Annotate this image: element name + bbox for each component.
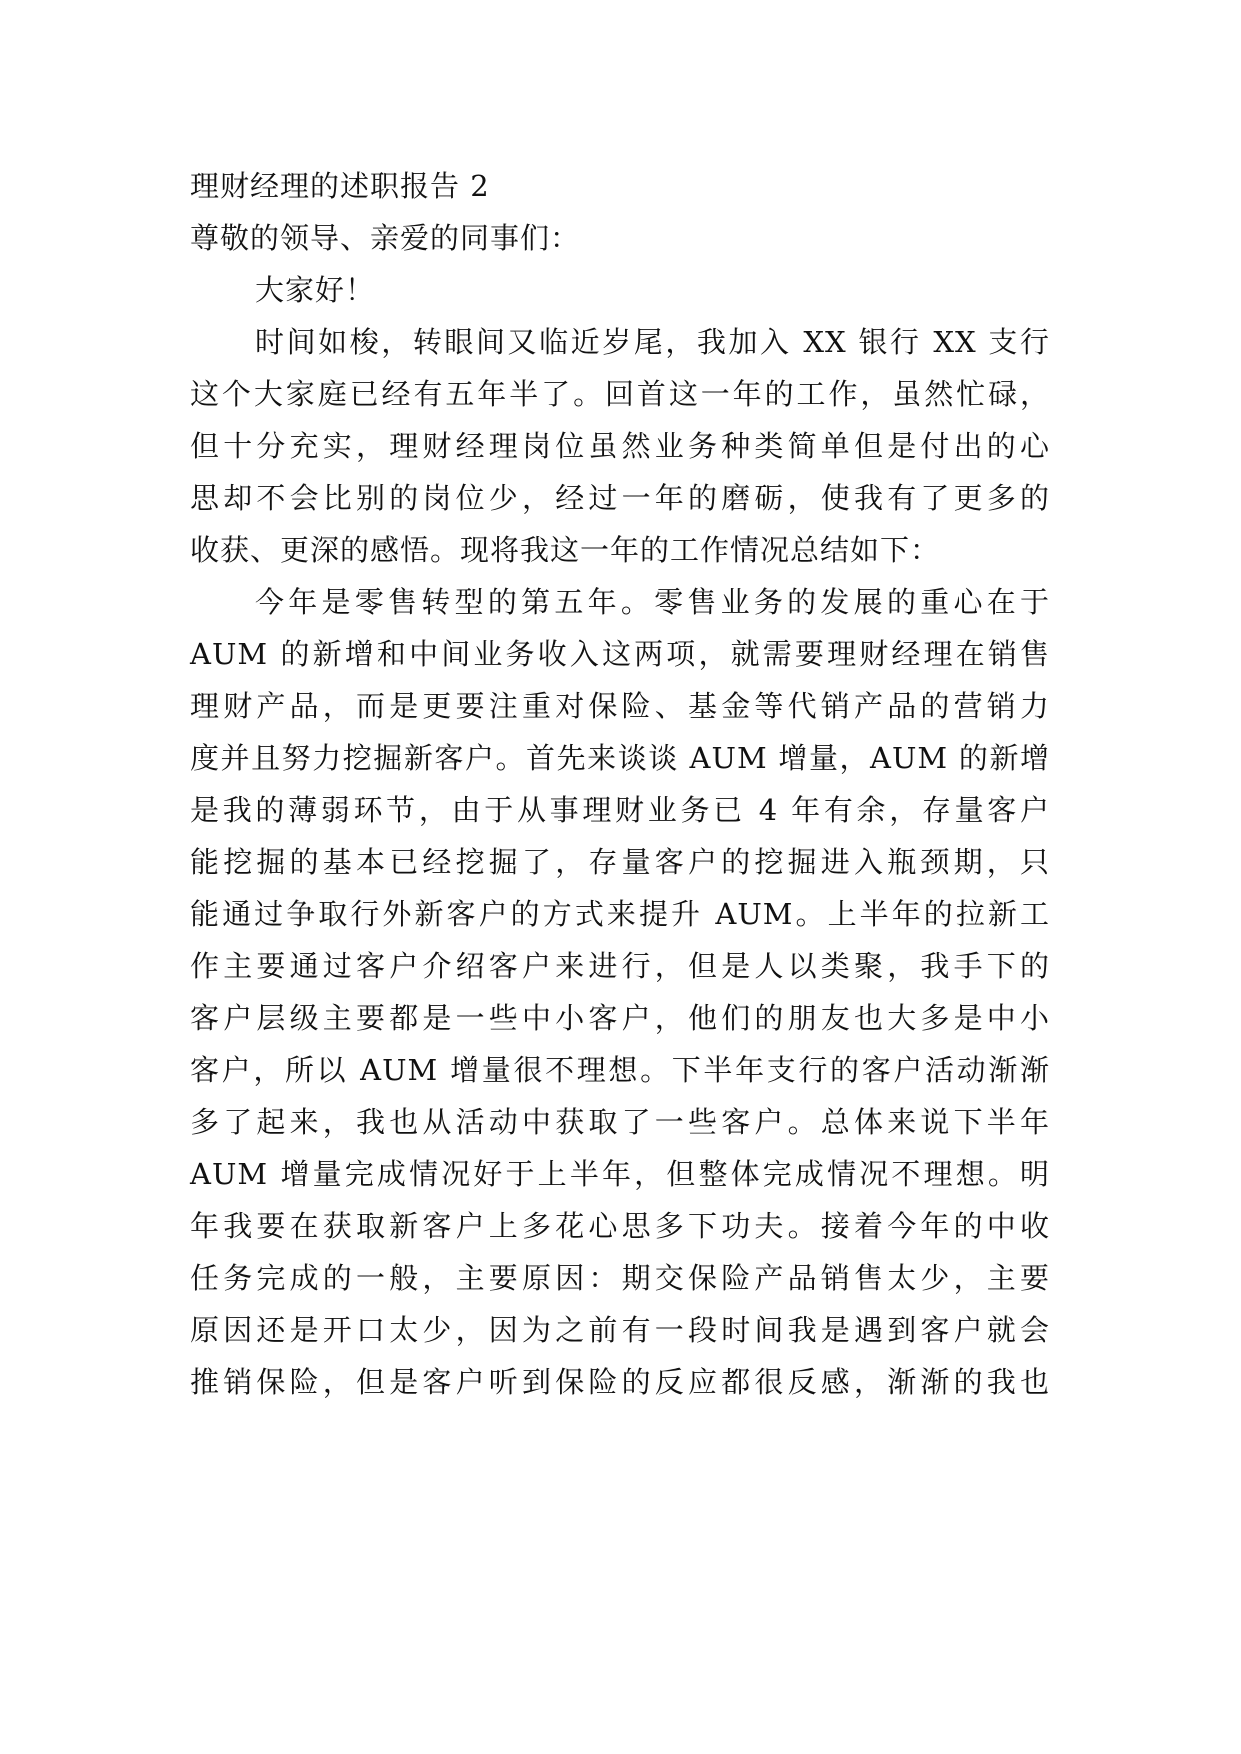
paragraph-line: 多了起来，我也从活动中获取了一些客户。总体来说下半年	[190, 1105, 1050, 1139]
document-title: 理财经理的述职报告 2	[190, 169, 490, 203]
paragraph-line: 能通过争取行外新客户的方式来提升 AUM。上半年的拉新工	[190, 897, 1050, 931]
paragraph-line: 任务完成的一般，主要原因：期交保险产品销售太少，主要	[190, 1261, 1050, 1295]
greeting: 大家好！	[255, 273, 376, 307]
paragraph-line: 今年是零售转型的第五年。零售业务的发展的重心在于	[255, 585, 1050, 619]
paragraph-line: 思却不会比别的岗位少，经过一年的磨砺，使我有了更多的	[190, 481, 1050, 515]
paragraph-line: 这个大家庭已经有五年半了。回首这一年的工作，虽然忙碌，	[190, 377, 1050, 411]
paragraph-line: 年我要在获取新客户上多花心思多下功夫。接着今年的中收	[190, 1209, 1050, 1243]
paragraph-1	[190, 316, 1050, 576]
paragraph-line: 时间如梭，转眼间又临近岁尾，我加入 XX 银行 XX 支行	[255, 325, 1050, 359]
document-body	[190, 160, 1050, 1408]
paragraph-line: 是我的薄弱环节，由于从事理财业务已 4 年有余，存量客户	[190, 793, 1050, 827]
paragraph-line: 度并且努力挖掘新客户。首先来谈谈 AUM 增量，AUM 的新增	[190, 741, 1050, 775]
paragraph-2	[190, 576, 1050, 1408]
paragraph-line: 但十分充实，理财经理岗位虽然业务种类简单但是付出的心	[190, 429, 1050, 463]
paragraph-line: 能挖掘的基本已经挖掘了，存量客户的挖掘进入瓶颈期，只	[190, 845, 1050, 879]
paragraph-line: AUM 的新增和中间业务收入这两项，就需要理财经理在销售	[190, 637, 1050, 671]
paragraph-line: 推销保险，但是客户听到保险的反应都很反感，渐渐的我也	[190, 1365, 1050, 1399]
salutation: 尊敬的领导、亲爱的同事们：	[190, 221, 581, 255]
paragraph-line: 作主要通过客户介绍客户来进行，但是人以类聚，我手下的	[190, 949, 1050, 983]
paragraph-line: 收获、更深的感悟。现将我这一年的工作情况总结如下：	[190, 533, 941, 567]
paragraph-line: 客户，所以 AUM 增量很不理想。下半年支行的客户活动渐渐	[190, 1053, 1050, 1087]
paragraph-line: 理财产品，而是更要注重对保险、基金等代销产品的营销力	[190, 689, 1050, 723]
paragraph-line: 客户层级主要都是一些中小客户，他们的朋友也大多是中小	[190, 1001, 1050, 1035]
paragraph-line: AUM 增量完成情况好于上半年，但整体完成情况不理想。明	[190, 1157, 1050, 1191]
paragraph-line: 原因还是开口太少，因为之前有一段时间我是遇到客户就会	[190, 1313, 1050, 1347]
